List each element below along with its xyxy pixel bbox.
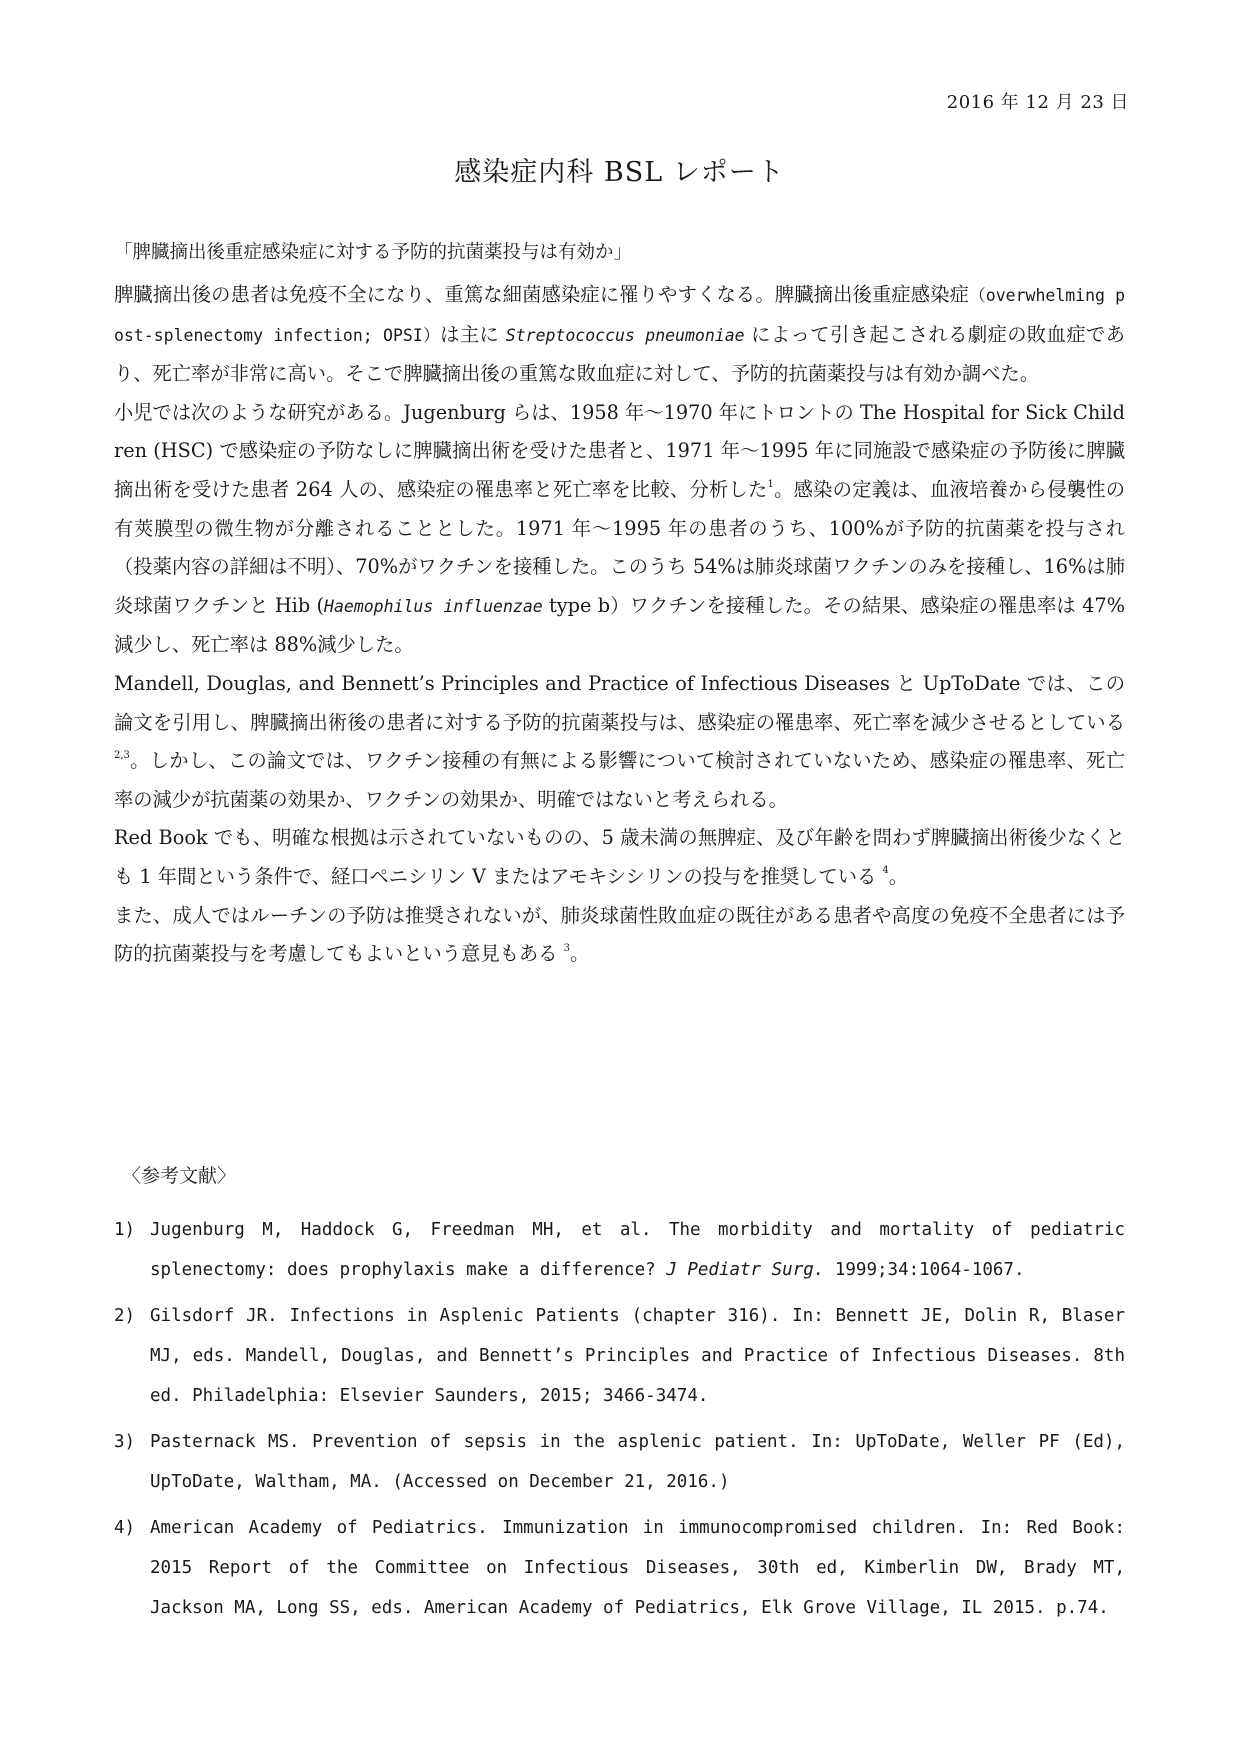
report-date: 2016 年 12 月 23 日: [946, 92, 1129, 113]
reference-item: [114, 1508, 1125, 1628]
journal-name: J Pediatr Surg.: [666, 1260, 825, 1280]
citation-marker: 2,3: [114, 749, 130, 761]
paragraph-text: 。感染の定義は、血液培養から侵襲性の有莢膜型の微生物が分離されることとした。1971 年〜1995 年の患者のうち、100%が予防的抗菌薬を投与され（投薬内容の詳細は不明）、70%がワクチンを接種した。このうち 54%は肺炎球菌ワクチンのみを接種し、16%は肺炎球菌ワクチンと Hib (: [114, 477, 1125, 617]
reference-text: Gilsdorf JR. Infections in Asplenic Patients (chapter 316). In: Bennett JE, Dolin R, Blaser MJ, eds. Mandell, Douglas, and Bennett’s Principles and Practice of Infectious Diseases. 8th ed. Philadelphia: Elsevier Saunders, 2015; 3466-3474.: [150, 1306, 1125, 1406]
opsi-definition: （overwhelming post-splenectomy infection; OPSI）: [114, 286, 1126, 345]
organism-name: Haemophilus influenzae: [324, 596, 543, 616]
reference-number: 3): [114, 1432, 136, 1452]
report-title: 感染症内科 BSL レポート: [454, 157, 785, 188]
references-section: [114, 1156, 1125, 1634]
reference-item: [114, 1422, 1125, 1502]
report-body: [114, 237, 1125, 974]
reference-text: 1999;34:1064-1067.: [824, 1260, 1025, 1280]
reference-item: [114, 1210, 1125, 1290]
paragraph-text: Red Book でも、明確な根拠は示されていないものの、5 歳未満の無脾症、及び年齢を問わず脾臓摘出術後少なくとも 1 年間という条件で、経口ペニシリン V またはアモキシシリンの投与を推奨している: [114, 826, 1125, 888]
paragraph-text: type b）ワクチンを接種した。その結果、感染症の罹患率は 47%減少し、死亡率は 88%減少した。: [114, 593, 1126, 657]
paragraph-text: 。しかし、この論文では、ワクチン接種の有無による影響について検討されていないため、感染症の罹患率、死亡率の減少が抗菌薬の効果か、ワクチンの効果か、明確ではないと考えられる。: [114, 749, 1125, 811]
paragraph-citation: [114, 665, 1125, 819]
reference-number: 1): [114, 1220, 136, 1240]
paragraph-background: [114, 276, 1125, 394]
organism-name: Streptococcus pneumoniae: [505, 325, 745, 345]
reference-number: 4): [114, 1518, 136, 1538]
reference-number: 2): [114, 1306, 136, 1326]
paragraph-text: 小児では次のような研究がある。Jugenburg らは、1958 年〜1970 年にトロントの The Hospital for Sick Children (HSC) で感染症の予防なしに脾臓摘出術を受けた患者と、1971 年〜1995 年に同施設で感染症の予防後に脾臓摘出術を受けた患者 264 人の、感染症の罹患率と死亡率を比較、分析した: [114, 400, 1125, 501]
paragraph-text: は主に: [440, 322, 500, 346]
reference-item: [114, 1296, 1125, 1416]
references-heading: 〈参考文献〉: [122, 1165, 237, 1187]
reference-text: Pasternack MS. Prevention of sepsis in the asplenic patient. In: UpToDate, Weller PF (Ed), UpToDate, Waltham, MA. (Accessed on December 21, 2016.): [150, 1432, 1125, 1492]
citation-marker: 4: [882, 865, 889, 877]
paragraph-adults: [114, 897, 1125, 974]
report-question: 「脾臓摘出後重症感染症に対する予防的抗菌薬投与は有効か」: [114, 242, 633, 263]
paragraph-text: 。: [569, 942, 590, 966]
paragraph-text: Mandell, Douglas, and Bennett’s Principles and Practice of Infectious Diseases と UpToDate では、この論文を引用し、脾臓摘出術後の患者に対する予防的抗菌薬投与は、感染症の罹患率、死亡率を減少させるとしている: [114, 671, 1125, 734]
paragraph-text: また、成人ではルーチンの予防は推奨されないが、肺炎球菌性敗血症の既往がある患者や高度の免疫不全患者には予防的抗菌薬投与を考慮してもよいという意見もある: [114, 903, 1125, 966]
paragraph-text: 。: [888, 864, 909, 888]
paragraph-red-book: [114, 819, 1125, 896]
reference-text: American Academy of Pediatrics. Immunization in immunocompromised children. In: Red Book: 2015 Report of the Committee on Infectious Diseases, 30th ed, Kimberlin DW, Brady MT, Jackson MA, Long SS, eds. American Academy of Pediatrics, Elk Grove Village, IL 2015. p.74.: [150, 1518, 1125, 1618]
citation-marker: 1: [767, 478, 774, 490]
citation-marker: 3: [563, 942, 570, 954]
paragraph-study: [114, 394, 1125, 665]
reference-text: Jugenburg M, Haddock G, Freedman MH, et al. The morbidity and mortality of pediatric splenectomy: does prophylaxis make a difference?: [150, 1220, 1125, 1280]
paragraph-text: 脾臓摘出後の患者は免疫不全になり、重篤な細菌感染症に罹りやすくなる。脾臓摘出後重症感染症: [114, 283, 970, 306]
paragraph-text: によって引き起こされる劇症の敗血症であり、死亡率が非常に高い。そこで脾臓摘出後の重篤な敗血症に対して、予防的抗菌薬投与は有効か調べた。: [114, 322, 1125, 386]
